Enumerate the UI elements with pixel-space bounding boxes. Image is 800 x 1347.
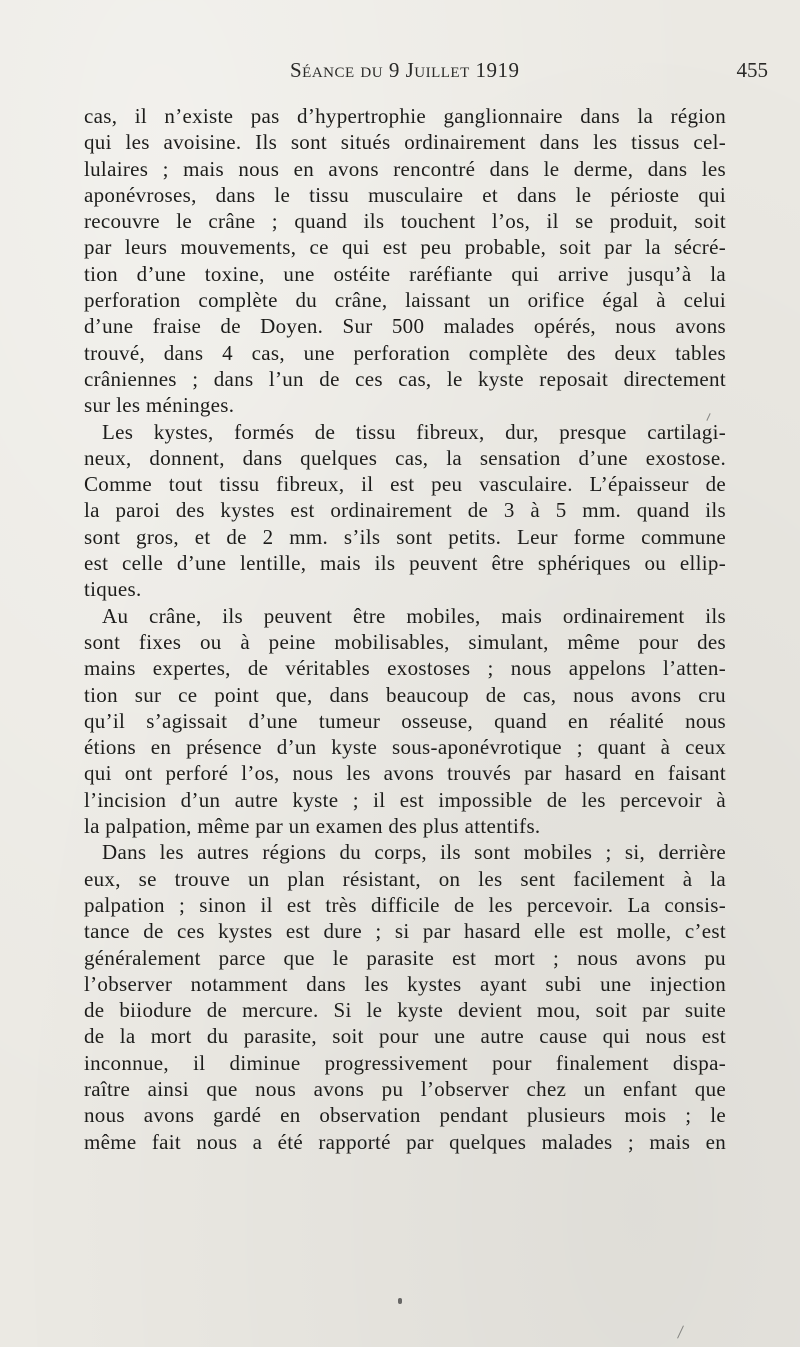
text-line: de biiodure de mercure. Si le kyste devient mou, soit par suite [84, 998, 726, 1023]
text-line: sont fixes ou à peine mobilisables, simulant, même pour des [84, 629, 726, 654]
page-header [80, 58, 768, 90]
text-line: aponévroses, dans le tissu musculaire et dans le périoste qui [84, 182, 726, 207]
text-line: par leurs mouvements, ce qui est peu probable, soit par la sécré- [84, 235, 726, 260]
text-line: crâniennes ; dans l’un de ces cas, le kyste reposait directement [84, 366, 726, 391]
text-line: qui les avoisine. Ils sont situés ordinairement dans les tissus cel- [84, 130, 726, 155]
text-line: tance de ces kystes est dure ; si par hasard elle est molle, c’est [84, 919, 726, 944]
paragraph-first-line: Dans les autres régions du corps, ils sont mobiles ; si, derrière [102, 840, 726, 865]
text-line: étions en présence d’un kyste sous-aponévrotique ; quant à ceux [84, 735, 726, 760]
text-line: la paroi des kystes est ordinairement de 3 à 5 mm. quand ils [84, 498, 726, 523]
text-line: qui ont perforé l’os, nous les avons trouvés par hasard en faisant [84, 761, 726, 786]
text-line: de la mort du parasite, soit pour une autre cause qui nous est [84, 1024, 726, 1049]
paragraph-end-line: tiques. [84, 577, 142, 602]
paragraph-first-line: Les kystes, formés de tissu fibreux, dur, presque cartilagi- [102, 419, 726, 444]
text-line: tion d’une toxine, une ostéite raréfiante qui arrive jusqu’à la [84, 261, 726, 286]
text-line: l’observer notamment dans les kystes ayant subi une injection [84, 971, 726, 996]
text-line: d’une fraise de Doyen. Sur 500 malades opérés, nous avons [84, 314, 726, 339]
text-line: recouvre le crâne ; quand ils touchent l’os, il se produit, soit [84, 209, 726, 234]
body-text [84, 103, 726, 1155]
text-line: cas, il n’existe pas d’hypertrophie ganglionnaire dans la région [84, 104, 726, 128]
text-line: lulaires ; mais nous en avons rencontré dans le derme, dans les [84, 156, 726, 181]
text-line: sont gros, et de 2 mm. s’ils sont petits. Leur forme commune [84, 524, 726, 549]
text-line: est celle d’une lentille, mais ils peuvent être sphériques ou ellip- [84, 551, 726, 576]
text-line: Comme tout tissu fibreux, il est peu vasculaire. L’épaisseur de [84, 472, 726, 497]
text-line: nous avons gardé en observation pendant plusieurs mois ; le [84, 1103, 726, 1128]
paper-scratch [677, 1325, 684, 1338]
text-line: tion sur ce point que, dans beaucoup de cas, nous avons cru [84, 682, 726, 707]
text-line: mains expertes, de véritables exostoses ; nous appelons l’atten- [84, 656, 726, 681]
text-line: généralement parce que le parasite est mort ; nous avons pu [84, 945, 726, 970]
paragraph-end-line: la palpation, même par un examen des plus attentifs. [84, 814, 541, 839]
paragraph-end-line: sur les méninges. [84, 393, 235, 418]
text-line: inconnue, il diminue progressivement pour finalement dispa- [84, 1050, 726, 1075]
text-line: palpation ; sinon il est très difficile de les percevoir. La consis- [84, 892, 726, 917]
text-line: perforation complète du crâne, laissant un orifice égal à celui [84, 288, 726, 313]
text-line: eux, se trouve un plan résistant, on les sent facilement à la [84, 866, 726, 891]
text-line: l’incision d’un autre kyste ; il est impossible de les percevoir à [84, 787, 726, 812]
text-line: qu’il s’agissait d’une tumeur osseuse, quand en réalité nous [84, 708, 726, 733]
text-line: neux, donnent, dans quelques cas, la sensation d’une exostose. [84, 445, 726, 470]
paragraph-first-line: Au crâne, ils peuvent être mobiles, mais ordinairement ils [102, 603, 726, 628]
ink-speck [398, 1298, 402, 1304]
page-number: 455 [736, 58, 768, 82]
text-line: même fait nous a été rapporté par quelques malades ; mais en [84, 1129, 726, 1154]
text-line: raître ainsi que nous avons pu l’observer chez un enfant que [84, 1076, 726, 1101]
text-line: trouvé, dans 4 cas, une perforation complète des deux tables [84, 340, 726, 365]
running-head: Séance du 9 Juillet 1919 [290, 58, 520, 82]
